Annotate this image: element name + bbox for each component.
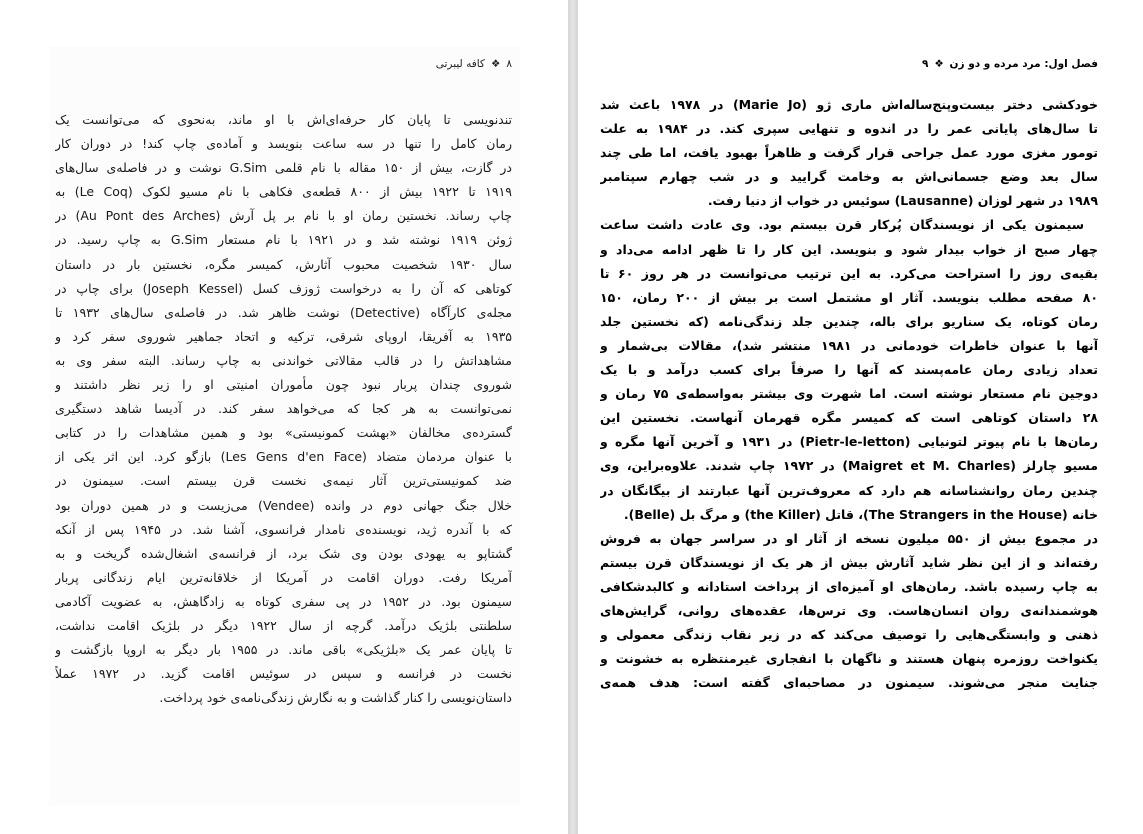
text-line: سیمنون بود. در ۱۹۵۲ در پی سفری کوتاه به زادگاهش، به عضویت آکادمی <box>55 593 512 609</box>
text-line: که با آندره ژید، نویسنده‌ی نامدار فرانسوی، آشنا شد. در ۱۹۴۵ پس از آنکه <box>55 521 512 537</box>
text-line: خلال جنگ جهانی دوم در وانده (Vendee) می‌زیست و در همین دوران بود <box>55 497 512 513</box>
left-running-head <box>436 58 512 70</box>
text-line: دوجین نام مستعار نوشته است. اما شهرت وی بیشتر به‌واسطه‌ی ۷۵ رمان و <box>600 386 1098 402</box>
text-line: در مجموع بیش از ۵۵۰ میلیون نسخه از آثار او در سراسر جهان به فروش <box>600 530 1098 546</box>
text-line: جنایت منجر می‌شوند. سیمنون در مصاحبه‌ای گفته است: هدف همه‌ی <box>600 675 1098 691</box>
text-line: آنها با عنوان خاطرات خودمانی در ۱۹۸۱ منتشر شد)، مقالات بی‌شمار و <box>600 337 1098 353</box>
text-line: تومور مغزی مورد عمل جراحی قرار گرفت و ظاهراً بهبود یافت، اما طی چند <box>600 145 1098 161</box>
left-page <box>49 47 520 805</box>
text-line: تندنویسی تا پایان کار حرفه‌ای‌اش با او ماند، به‌نحوی که می‌توانست یک <box>55 112 512 127</box>
right-body-text <box>600 93 1098 695</box>
text-line: ۸۰ صفحه مطلب بنویسد. آثار او مشتمل است بر بیش از ۲۰۰ رمان، ۱۵۰ <box>600 289 1098 305</box>
text-line: مشاهداتش را در قالب مقالاتی خواندنی به چاپ رساند. البته سفر وی به <box>55 352 512 368</box>
text-line: خانه (The Strangers in the House)، قاتل (the Killer) و مرگ بل (Belle). <box>623 506 1098 522</box>
ornament-icon: ❖ <box>934 58 944 70</box>
text-line: چاپ رساند. نخستین رمان او با نام بر پل آرش (Au Pont des Arches) در <box>55 208 512 224</box>
text-line: داستان‌نویسی را کنار گذاشت و به نگارش زندگی‌نامه‌ی خود پرداخت. <box>159 690 512 706</box>
text-line: تا پایان عمر یک «بلژیکی» باقی ماند. در ۱۹۵۵ بار دیگر به اروپا بازگشت و <box>55 642 512 658</box>
text-line: رمان کوتاه، یک سناریو برای باله، چندین جلد زندگی‌نامه (که نخستین جلد <box>600 313 1098 329</box>
text-line: رمان کامل را تنها در سه ساعت بنویسد و آماده‌ی چاپ کند! در دوران کار <box>55 136 512 152</box>
text-line: چندین رمان روانشناسانه هم دارد که معروف‌ترین آنها عبارتند از بیگانگان در <box>600 482 1098 498</box>
page-number: ۹ <box>922 58 929 70</box>
text-line: سال ۱۹۳۰ شخصیت محبوب آثارش، کمیسر مگره، نخستین بار در داستان <box>55 256 512 272</box>
right-running-head <box>922 58 1098 70</box>
text-line: سیمنون یکی از نویسندگان پُرکار قرن بیستم بود. وی عادت داشت ساعت <box>600 217 1084 233</box>
text-line: ذهنی و وابستگی‌هایی را توصیف می‌کند که در زیر نقاب زندگی معمولی و <box>600 627 1098 643</box>
text-line: سلطنتی بلژیک درآمد. گرچه از سال ۱۹۲۲ دیگر در بلژیک اقامت نداشت، <box>55 617 512 633</box>
page-number: ۸ <box>506 58 512 70</box>
text-line: ضد کمونیستی‌ترین آثار نیمه‌ی نخست قرن بیستم است. سیمنون در <box>55 473 512 489</box>
text-line: چهار صبح از خواب بیدار شود و بنویسد. این کار را تا ظهر ادامه می‌داد و <box>600 241 1098 257</box>
text-line: سال بعد وضع جسمانی‌اش به وخامت گرایید و در شب چهارم سپتامبر <box>600 169 1098 185</box>
text-line: رمان‌ها با نام پیوتر لتونیایی (Pietr-le-letton) در ۱۹۳۱ و آخرین آنها مگره و <box>600 434 1098 450</box>
text-line: بقیه‌ی روز را استراحت می‌کرد. به این ترتیب می‌توانست در هر روز ۶۰ تا <box>600 265 1098 281</box>
text-line: ژوئن ۱۹۱۹ نوشته شد و در ۱۹۲۱ با نام مستعار G.Sim به چاپ رسید. در <box>55 232 512 248</box>
text-line: یکنواخت روزمره پنهان هستند و ناگهان با انفجاری غیرمنتظره به خشونت و <box>600 651 1098 667</box>
text-line: رفته‌اند و از این نظر شاید آثارش بیش از هر یک از نویسندگان قرن بیستم <box>600 554 1098 570</box>
text-line: ۱۹۳۵ به آفریقا، اروپای شرقی، ترکیه و اتحاد جماهیر شوروی سفر کرد و <box>55 328 512 344</box>
text-line: به چاپ رسیده باشد. رمان‌های او آمیزه‌ای از پرداخت استادانه و کالبدشکافی <box>600 578 1098 594</box>
text-line: خودکشی دختر بیست‌وپنج‌ساله‌اش ماری ژو (Marie Jo) در ۱۹۷۸ باعث شد <box>600 97 1098 112</box>
text-line: تعداد زیادی رمان عامه‌پسند که آنها را صرفاً برای کسب درآمد و با یک <box>600 362 1098 378</box>
left-body-text <box>55 108 512 710</box>
text-line: مجله‌ی کارآگاه (Detective) نوشت ظاهر شد. در فاصله‌ی سال‌های ۱۹۳۲ تا <box>55 304 512 320</box>
text-line: ۲۸ داستان کوتاهی است که کمیسر مگره قهرمان آنهاست. نخستین این <box>600 410 1098 426</box>
text-line: تا سال‌های پایانی عمر را در اندوه و تنهایی سپری کند. در ۱۹۸۴ به علت <box>600 121 1098 137</box>
text-line: با عنوان مردمان متضاد (Les Gens d'en Face) بازگو کرد. این اثر یکی از <box>55 449 512 465</box>
text-line: مسیو چارلز (Maigret et M. Charles) در ۱۹۷۲ چاپ شدند. علاوه‌براین، وی <box>600 458 1098 474</box>
text-line: گسترده‌ی مخالفان «بهشت کمونیستی» بود و همین مشاهدات را در کتابی <box>55 425 512 441</box>
right-page <box>600 47 1100 834</box>
text-line: شوروی چندان پربار نبود چون مأموران امنیتی او را زیر نظر داشتند و <box>55 377 512 393</box>
text-line: هوشمندانه‌ی روان انسان‌هاست. وی ترس‌ها، عقده‌های روانی، گرایش‌های <box>600 602 1098 618</box>
chapter-title: فصل اول: مرد مرده و دو زن <box>949 58 1098 70</box>
text-line: در گازت، بیش از ۱۵۰ مقاله با نام قلمی G.Sim نوشت و در فاصله‌ی سال‌های <box>55 160 512 176</box>
text-line: گشتاپو به یهودی بودن وی شک برد، از فرانسه‌ی اشغال‌شده گریخت و به <box>55 545 512 561</box>
text-line: نخست در فرانسه و سپس در سوئیس اقامت گزید. در ۱۹۷۲ عملاً <box>55 666 512 682</box>
text-line: ۱۹۸۹ در شهر لوزان (Lausanne) سوئیس در خواب از دنیا رفت. <box>707 193 1098 209</box>
page-gutter-divider <box>568 0 578 834</box>
ornament-icon: ❖ <box>490 58 501 70</box>
book-title: کافه لیبرتی <box>435 58 485 70</box>
text-line: کوتاهی که آن را به درخواست ژوزف کسل (Joseph Kessel) برای چاپ در <box>55 280 512 296</box>
text-line: نمی‌توانست به هر کجا که می‌خواهد سفر کند. در آدیسا شاهد دستگیری <box>55 401 512 417</box>
text-line: ۱۹۱۹ تا ۱۹۲۲ بیش از ۸۰۰ قطعه‌ی فکاهی با نام مسیو لکوک (Le Coq) به <box>55 184 512 200</box>
text-line: آمریکا رفت. دوران اقامت در آمریکا از خلاقانه‌ترین ایام زندگانی پربار <box>55 569 512 585</box>
